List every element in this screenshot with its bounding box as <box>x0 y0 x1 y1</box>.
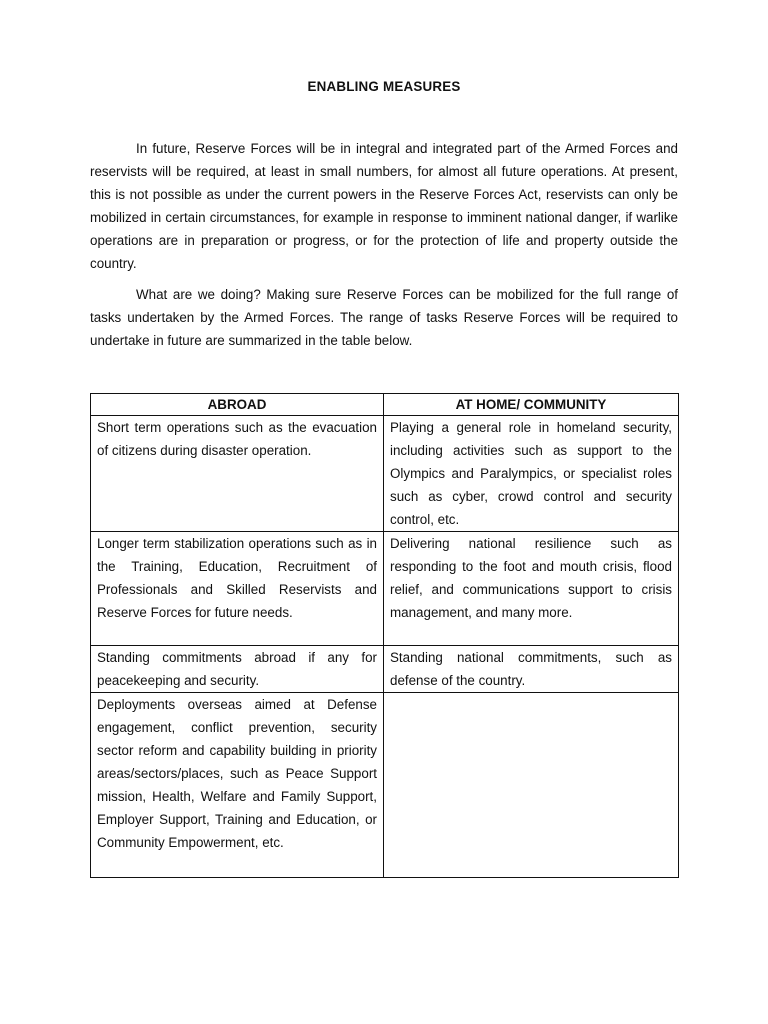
abroad-cell <box>91 416 384 532</box>
home-cell <box>384 693 679 878</box>
home-cell-text: Playing a general role in homeland security, including activities such as support to the Olympics and Paralympics, or specialist roles such as cyber, crowd control and security control, etc. <box>390 420 672 527</box>
table-row <box>91 416 679 532</box>
home-cell <box>384 646 679 693</box>
home-cell-text: Delivering national resilience such as responding to the foot and mouth crisis, flood relief, and communications support to crisis management, and many more. <box>390 536 672 620</box>
home-cell <box>384 416 679 532</box>
column-header-abroad: ABROAD <box>91 394 384 416</box>
abroad-cell <box>91 693 384 878</box>
abroad-cell-text: Longer term stabilization operations such as in the Training, Education, Recruitment of Professionals and Skilled Reservists and Reserve Forces for future needs. <box>97 536 377 620</box>
home-cell-text: Standing national commitments, such as defense of the country. <box>390 650 672 688</box>
column-header-at-home: AT HOME/ COMMUNITY <box>384 394 679 416</box>
table-row <box>91 693 679 878</box>
intro-paragraph: In future, Reserve Forces will be in integral and integrated part of the Armed Forces and reservists will be required, at least in small numbers, for almost all future operations. At present, this is not possible as under the current powers in the Reserve Forces Act, reservists can only be mobilized in certain circumstances, for example in response to imminent national danger, if warlike operations are in preparation or progress, or for the protection of life and property outside the country. <box>90 141 678 271</box>
table-header-row <box>91 394 679 416</box>
table-row <box>91 646 679 693</box>
abroad-cell-text: Short term operations such as the evacuation of citizens during disaster operation. <box>97 420 377 458</box>
abroad-cell <box>91 532 384 646</box>
what-are-we-doing-paragraph: What are we doing? Making sure Reserve Forces can be mobilized for the full range of tasks undertaken by the Armed Forces. The range of tasks Reserve Forces will be required to undertake in future are summarized in the table below. <box>90 287 678 348</box>
abroad-cell <box>91 646 384 693</box>
document-title: ENABLING MEASURES <box>307 79 461 94</box>
tasks-table <box>90 393 679 878</box>
table-row <box>91 532 679 646</box>
abroad-cell-text: Deployments overseas aimed at Defense engagement, conflict prevention, security sector reform and capability building in priority areas/sectors/places, such as Peace Support mission, Health, Welfare and Family Support, Employer Support, Training and Education, or Community Empowerment, etc. <box>97 697 377 850</box>
home-cell <box>384 532 679 646</box>
abroad-cell-text: Standing commitments abroad if any for peacekeeping and security. <box>97 650 377 688</box>
